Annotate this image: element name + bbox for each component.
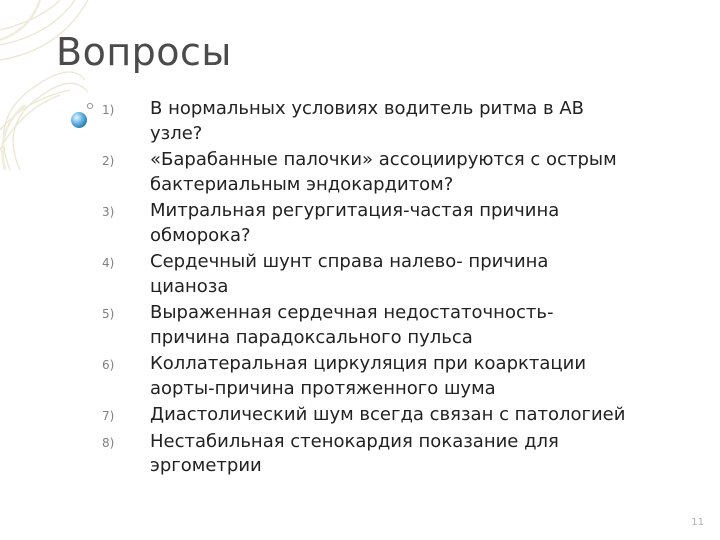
item-number: 8) [102, 435, 115, 450]
decorative-swirl-icon [0, 0, 90, 170]
list-item [102, 148, 662, 197]
item-number: 1) [102, 103, 115, 117]
item-number: 4) [102, 256, 115, 270]
list-item [102, 301, 662, 350]
list-item [102, 352, 662, 401]
item-text: В нормальных условиях водитель ритма в АВ узле? [150, 98, 585, 144]
list-item [102, 199, 662, 248]
list-item [102, 97, 662, 146]
list-item [102, 403, 662, 428]
item-text: Митральная регургитация-частая причина обморока? [150, 200, 560, 246]
page-number: 11 [691, 517, 704, 528]
item-number: 7) [102, 409, 115, 423]
item-text: Нестабильная стенокардия показание для эргометрии [150, 430, 559, 476]
item-text: Диастолический шум всегда связан с патологией [150, 404, 626, 425]
list-item [102, 430, 662, 479]
item-number: 3) [102, 205, 115, 219]
slide-title: Вопросы [56, 30, 232, 74]
item-number: 6) [102, 358, 115, 372]
item-text: Сердечный шунт справа налево- причина цианоза [150, 251, 549, 297]
item-text: «Барабанные палочки» ассоциируются с острым бактериальным эндокардитом? [150, 149, 617, 195]
item-text: Выраженная сердечная недостаточность- причина парадоксального пульса [150, 302, 554, 348]
item-number: 2) [102, 154, 115, 168]
list-item [102, 250, 662, 299]
item-text: Коллатеральная циркуляция при коарктации аорты-причина протяженного шума [150, 353, 587, 399]
questions-list [102, 97, 662, 481]
bullet-ball-icon [68, 100, 98, 130]
item-number: 5) [102, 307, 115, 321]
